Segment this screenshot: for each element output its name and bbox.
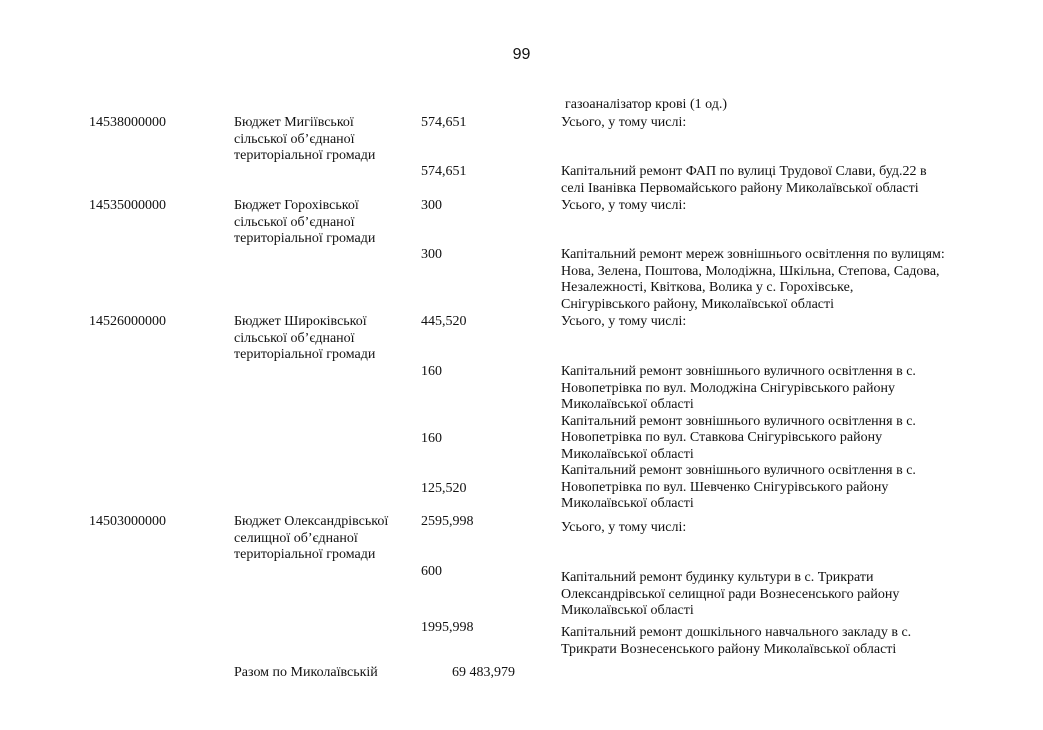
budget-code: 14535000000	[89, 198, 166, 213]
item-description-line: Капітальний ремонт мереж зовнішнього освітлення по вулицям:	[561, 247, 945, 262]
item-amount: 300	[421, 247, 442, 262]
item-description-line: Капітальний ремонт дошкільного навчального закладу в с.	[561, 625, 912, 640]
budget-name-line: територіальної громади	[234, 231, 376, 246]
grand-total-label: Разом по Миколаївській	[234, 665, 378, 680]
item-description-line: Нова, Зелена, Поштова, Молодіжна, Шкільна, Степова, Садова,	[561, 263, 940, 279]
item-amount: 574,651	[421, 164, 467, 179]
budget-name-line: територіальної громади	[234, 547, 376, 562]
item-description-line: Капітальний ремонт будинку культури в с. Трикрати	[561, 570, 874, 585]
item-amount: 160	[421, 431, 442, 446]
budget-name-line: сільської об’єднаної	[234, 131, 355, 147]
item-description-line: Снігурівського району, Миколаївської області	[561, 296, 834, 312]
total-amount: 445,520	[421, 314, 467, 329]
budget-name-line: сільської об’єднаної	[234, 214, 355, 230]
budget-name-line: сільської об’єднаної	[234, 330, 355, 346]
item-description-line: Капітальний ремонт зовнішнього вуличного освітлення в с.	[561, 364, 916, 379]
total-amount: 574,651	[421, 115, 467, 130]
budget-name-line: Бюджет Горохівської	[234, 198, 359, 213]
item-description-line: Незалежності, Квіткова, Волика у с. Горохівське,	[561, 280, 854, 295]
item-description-line: Новопетрівка по вул. Шевченко Снігурівського району	[561, 479, 889, 495]
item-description-line: Миколаївської області	[561, 603, 694, 618]
item-description-line: Новопетрівка по вул. Ставкова Снігурівського району	[561, 430, 883, 445]
item-description-line: Новопетрівка по вул. Молоджіна Снігурівського району	[561, 380, 895, 396]
item-description-line: Трикрати Вознесенського району Миколаївської області	[561, 641, 897, 657]
item-amount: 160	[421, 364, 442, 379]
budget-code: 14503000000	[89, 514, 166, 529]
budget-name-line: Бюджет Широківської	[234, 314, 367, 329]
continued-description: газоаналізатор крові (1 од.)	[565, 97, 727, 112]
item-amount: 600	[421, 564, 442, 579]
item-description-line: Миколаївської області	[561, 446, 694, 462]
item-amount: 1995,998	[421, 620, 474, 635]
item-description-line: Капітальний ремонт зовнішнього вуличного освітлення в с.	[561, 413, 916, 429]
item-description-line: Капітальний ремонт зовнішнього вуличного освітлення в с.	[561, 463, 916, 478]
budget-code: 14538000000	[89, 115, 166, 130]
item-description-line: Олександрівської селищної ради Вознесенського району	[561, 586, 900, 602]
total-label: Усього, у тому числі:	[561, 115, 687, 130]
grand-total-amount: 69 483,979	[452, 665, 515, 680]
item-description-line: Капітальний ремонт ФАП по вулиці Трудової Слави, буд.22 в	[561, 164, 927, 179]
total-label: Усього, у тому числі:	[561, 314, 687, 329]
total-amount: 2595,998	[421, 514, 474, 529]
budget-code: 14526000000	[89, 314, 166, 329]
total-label: Усього, у тому числі:	[561, 520, 687, 535]
item-description-line: Миколаївської області	[561, 496, 694, 511]
budget-name-line: Бюджет Мигіївської	[234, 115, 354, 130]
total-label: Усього, у тому числі:	[561, 198, 687, 213]
item-description-line: Миколаївської області	[561, 397, 694, 412]
budget-name-line: селищної об’єднаної	[234, 530, 358, 546]
item-description-line: селі Іванівка Первомайського району Миколаївської області	[561, 180, 919, 196]
total-amount: 300	[421, 198, 442, 213]
budget-name-line: Бюджет Олександрівської	[234, 514, 389, 529]
page-number: 99	[512, 46, 531, 63]
item-amount: 125,520	[421, 481, 467, 496]
budget-name-line: територіальної громади	[234, 347, 376, 362]
budget-name-line: територіальної громади	[234, 148, 376, 163]
